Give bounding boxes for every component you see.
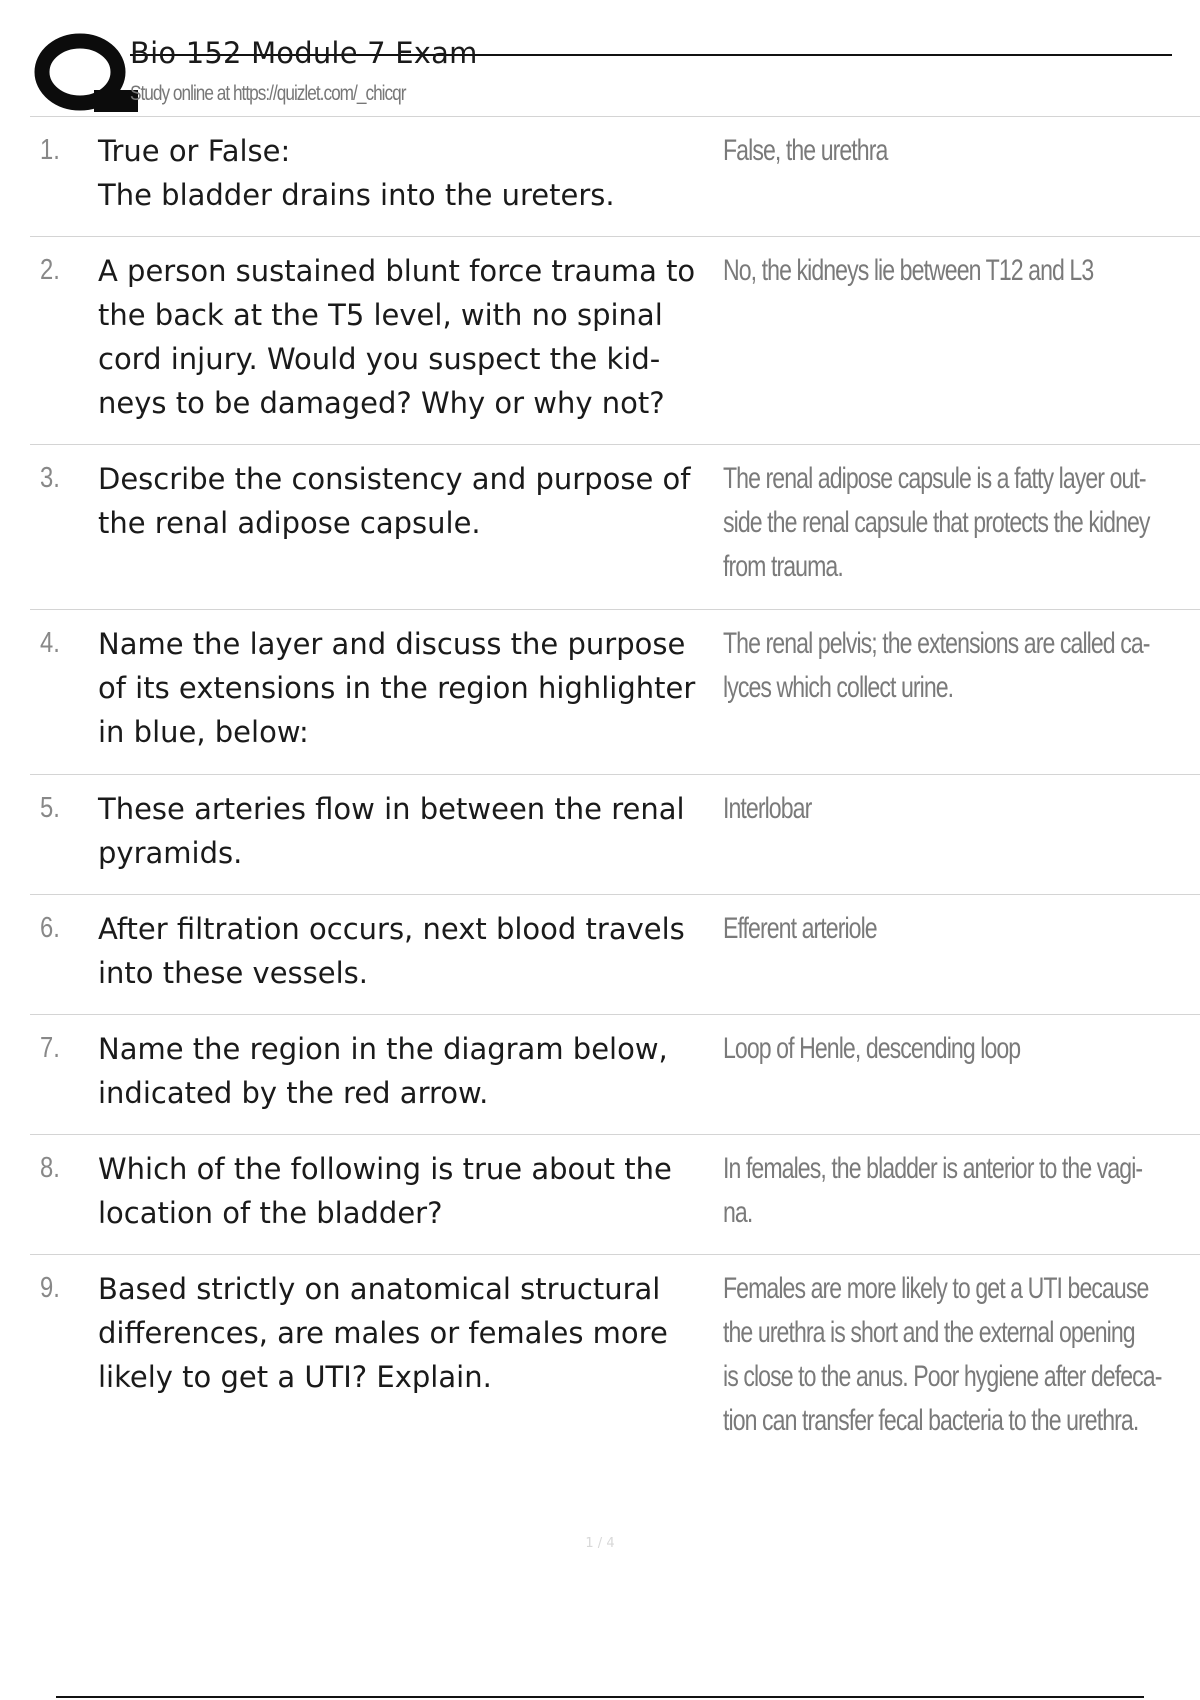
question-item-5: [30, 775, 1200, 895]
question-text: Name the layer and discuss the purpose of its extensions in the region highlighter in blue, below:: [98, 627, 696, 749]
question-item-6: [30, 895, 1200, 1015]
question-item-3: [30, 445, 1200, 610]
question-number: 9.: [40, 1272, 60, 1304]
answer-text: Females are more likely to get a UTI because the urethra is short and the external opening is close to the anus. Poor hygiene after defeca- tion can transfer fecal bacteria to the urethra.: [723, 1272, 1162, 1437]
page-title: Bio 152 Module 7 Exam: [130, 36, 478, 70]
answer-text: The renal pelvis; the extensions are called ca- lyces which collect urine.: [723, 627, 1150, 704]
question-text: These arteries flow in between the renal pyramids.: [98, 792, 685, 870]
question-text: A person sustained blunt force trauma to the back at the T5 level, with no spinal cord injury. Would you suspect the kid- neys to be damaged? Why or why not?: [98, 254, 696, 420]
answer-text: The renal adipose capsule is a fatty layer out- side the renal capsule that protects the kidney from trauma.: [723, 462, 1150, 583]
answer-text: Efferent arteriole: [723, 912, 877, 945]
question-item-2: [30, 237, 1200, 445]
question-item-1: [30, 117, 1200, 237]
question-item-9: [30, 1255, 1200, 1465]
question-text: After filtration occurs, next blood travels into these vessels.: [98, 912, 685, 990]
question-text: Based strictly on anatomical structural differences, are males or females more likely to get a UTI? Explain.: [98, 1272, 668, 1394]
question-item-8: [30, 1135, 1200, 1255]
question-list: [30, 117, 1200, 1465]
question-item-4: [30, 610, 1200, 775]
question-number: 4.: [40, 627, 60, 659]
question-number: 1.: [40, 134, 60, 166]
question-number: 8.: [40, 1152, 60, 1184]
page-number: 1 / 4: [585, 1536, 615, 1551]
answer-text: In females, the bladder is anterior to the vagi- na.: [723, 1152, 1143, 1229]
question-number: 6.: [40, 912, 60, 944]
question-text: Describe the consistency and purpose of the renal adipose capsule.: [98, 462, 691, 540]
question-number: 2.: [40, 254, 60, 286]
answer-text: Interlobar: [723, 792, 812, 825]
question-number: 7.: [40, 1032, 60, 1064]
question-number: 5.: [40, 792, 60, 824]
answer-text: Loop of Henle, descending loop: [723, 1032, 1021, 1065]
answer-text: No, the kidneys lie between T12 and L3: [723, 254, 1094, 287]
question-number: 3.: [40, 462, 60, 494]
question-item-7: [30, 1015, 1200, 1135]
page-header: [30, 30, 1190, 116]
study-online-link[interactable]: Study online at https://quizlet.com/_chicqr: [130, 82, 406, 105]
answer-text: False, the urethra: [723, 134, 888, 167]
question-text: Which of the following is true about the location of the bladder?: [98, 1152, 672, 1230]
question-text: Name the region in the diagram below, indicated by the red arrow.: [98, 1032, 668, 1110]
footer-divider: [56, 1696, 1144, 1698]
quizlet-logo-icon: [30, 32, 142, 116]
question-text: True or False: The bladder drains into the ureters.: [98, 134, 615, 212]
